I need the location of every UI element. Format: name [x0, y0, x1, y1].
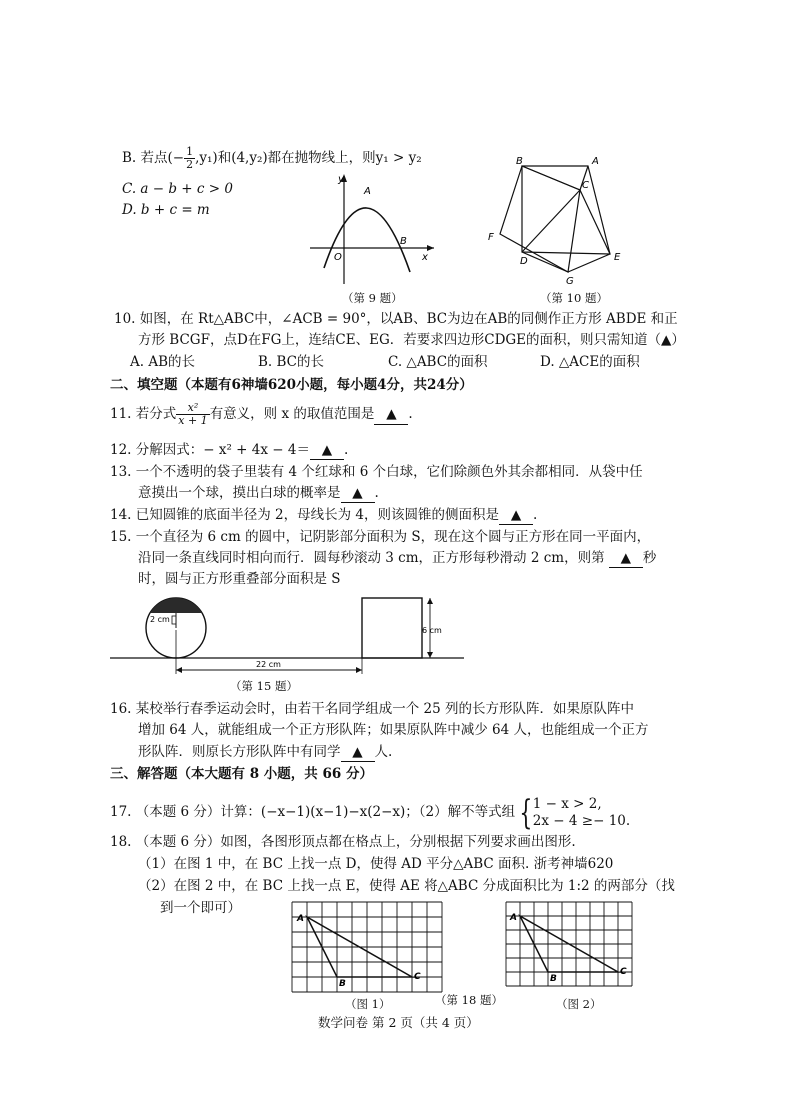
- q10-label-b: B: [516, 156, 523, 167]
- q18-caption: （第 18 题）: [435, 993, 503, 1007]
- q9-label-y: y: [338, 174, 344, 185]
- q18-line3: （2）在图 2 中，在 BC 上找一点 E，使得 AE 将△ABC 分成面积比为 1:2 的两部分（找: [138, 878, 675, 894]
- q15-label-6cm: 6 cm: [422, 626, 442, 635]
- q13-line2: 意摸出一个球，摸出白球的概率是 ▲ .: [138, 485, 379, 501]
- section2-heading: 二、填空题（本题有6神墙620小题，每小题4分，共24分）: [110, 377, 473, 393]
- q18-grid-figure-1: [288, 898, 444, 994]
- q10-option-d: D. △ACE的面积: [540, 354, 640, 370]
- q9-option-c: C. a − b + c > 0: [122, 181, 233, 197]
- q11: 11. 若分式 $\frac{\text{x²}}{x + 1}$ 有意义，则 x 的取值范围是 ▲ .: [110, 401, 413, 427]
- q12: 12. 分解因式：− x² + 4x − 4＝ ▲ .: [110, 442, 349, 458]
- grid-label-a: A: [510, 913, 517, 923]
- q15-line3: 时，圆与正方形重叠部分面积是 S: [138, 571, 341, 587]
- grid-label-b: B: [550, 974, 557, 984]
- q18-line2: （1）在图 1 中，在 BC 上找一点 D，使得 AD 平分△ABC 面积. 浙考神墙620: [138, 856, 614, 872]
- q10-caption: （第 10 题）: [540, 291, 608, 305]
- q10-label-d: D: [520, 256, 528, 267]
- q18-line4: 到一个即可）: [160, 900, 241, 916]
- q10-option-c: C. △ABC的面积: [388, 354, 488, 370]
- q9-label-x: x: [422, 252, 428, 263]
- q10-label-e: E: [614, 252, 621, 263]
- section3-heading: 三、解答题（本大题有 8 小题，共 66 分）: [110, 766, 373, 782]
- q17: 17. （本题 6 分）计算：(−x−1)(x−1)−x(2−x)；（2）解不等式组 { 1 − x > 2, 2x − 4 ≥− 10.: [110, 792, 631, 833]
- q15-label-2cm: 2 cm: [150, 615, 170, 624]
- grid-label-c: C: [620, 967, 627, 977]
- q13-line1: 13. 一个不透明的袋子里装有 4 个红球和 6 个白球，它们除颜色外其余都相同．从袋中任: [110, 464, 643, 480]
- grid-label-b: B: [339, 979, 346, 989]
- q15-label-22cm: 22 cm: [256, 660, 281, 669]
- q15-caption: （第 15 题）: [230, 679, 298, 693]
- q9-label-a: A: [364, 186, 371, 197]
- q18-fig1-caption: （图 1）: [345, 997, 391, 1011]
- q18-line1: 18. （本题 6 分）如图，各图形顶点都在格点上，分别根据下列要求画出图形.: [110, 834, 576, 850]
- q10-label-a: A: [592, 156, 599, 167]
- q10-squares-figure: [482, 156, 632, 286]
- q9-option-b: B. 若点(− $\frac{1}{2}$ ,y₁)和(4,y₂)都在抛物线上，则y₁ > y₂: [122, 145, 422, 171]
- q15-line1: 15. 一个直径为 6 cm 的圆中，记阴影部分面积为 S，现在这个圆与正方形在同一平面内，: [110, 529, 651, 545]
- q16-line1: 16. 某校举行春季运动会时，由若干名同学组成一个 25 列的长方形队阵．如果原队阵中: [110, 701, 635, 717]
- q16-line3: 形队阵．则原长方形队阵中有同学 ▲ 人.: [138, 744, 393, 760]
- q14: 14. 已知圆锥的底面半径为 2，母线长为 4，则该圆锥的侧面积是 ▲ .: [110, 507, 538, 523]
- q10-label-c: C: [582, 180, 589, 191]
- q9-caption: （第 9 题）: [342, 291, 403, 305]
- q9-label-b: B: [400, 236, 407, 247]
- q10-label-f: F: [488, 232, 494, 243]
- q15-line2: 沿同一条直线同时相向而行．圆每秒滚动 3 cm，正方形每秒滑动 2 cm，则第 ▲ 秒: [138, 550, 657, 566]
- q10-option-b: B. BC的长: [258, 354, 325, 370]
- q9-option-d: D. b + c = m: [122, 202, 210, 218]
- q15-circle-square-figure: [110, 596, 470, 686]
- q16-line2: 增加 64 人，就能组成一个正方形队阵；如果原队阵中减少 64 人，也能组成一个正方: [138, 722, 649, 738]
- q18-grid-figure-2: [502, 898, 638, 994]
- q10-line1: 10. 如图，在 Rt△ABC中，∠ACB = 90°，以AB、BC为边在AB的同侧作正方形 ABDE 和正: [114, 311, 678, 327]
- q18-fig2-caption: （图 2）: [556, 997, 602, 1011]
- grid-label-c: C: [414, 972, 421, 982]
- page-footer: 数学问卷 第 2 页（共 4 页）: [318, 1015, 479, 1030]
- q10-label-g: G: [566, 276, 574, 287]
- q10-line2: 方形 BCGF，点D在FG上，连结CE、EG．若要求四边形CDGE的面积，则只需知道（▲）: [138, 332, 685, 348]
- q9-label-o: O: [334, 252, 342, 263]
- q10-option-a: A. AB的长: [130, 354, 196, 370]
- grid-label-a: A: [297, 914, 304, 924]
- q9-parabola-figure: [300, 172, 440, 292]
